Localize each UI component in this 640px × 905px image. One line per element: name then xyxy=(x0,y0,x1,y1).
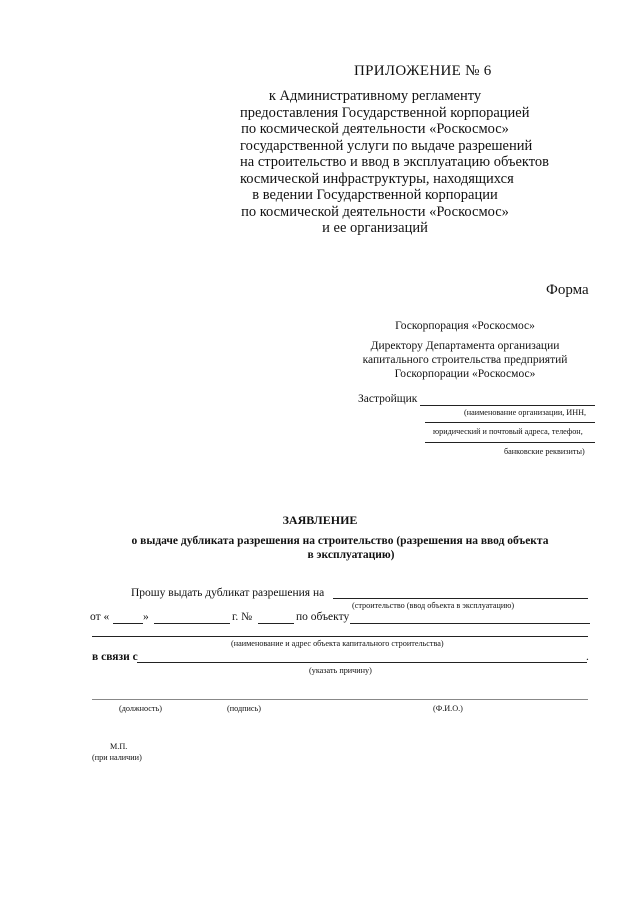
appendix-line: государственной услуги по выдаче разрешений xyxy=(240,137,533,154)
appendix-reference xyxy=(240,88,550,237)
object-field-line-2[interactable] xyxy=(92,636,588,637)
signature-hint: (подпись) xyxy=(227,704,261,713)
date-prefix: от « xyxy=(90,611,110,623)
reason-field-line[interactable] xyxy=(137,662,587,663)
reason-label: в связи с xyxy=(92,651,138,663)
date-month-field[interactable] xyxy=(154,623,230,624)
appendix-line: космической инфраструктуры, находящихся xyxy=(240,170,514,187)
appendix-line: на строительство и ввод в эксплуатацию объектов xyxy=(240,154,550,170)
developer-field-line[interactable] xyxy=(420,405,595,406)
permit-number-field[interactable] xyxy=(258,623,294,624)
date-day-field[interactable] xyxy=(113,623,143,624)
name-hint: (Ф.И.О.) xyxy=(433,704,463,713)
object-field-line[interactable] xyxy=(350,623,590,624)
recipient-line: Госкорпорации «Роскосмос» xyxy=(394,368,536,380)
appendix-line: предоставления Государственной корпорацией xyxy=(240,104,530,121)
appendix-title: ПРИЛОЖЕНИЕ № 6 xyxy=(354,63,492,79)
stamp-hint: (при наличии) xyxy=(92,753,142,762)
appendix-line: по космической деятельности «Роскосмос» xyxy=(241,121,509,137)
appendix-line: в ведении Государственной корпорации xyxy=(252,187,498,203)
position-hint: (должность) xyxy=(119,704,162,713)
signature-line[interactable] xyxy=(92,699,588,700)
request-type-hint: (строительство (ввод объекта в эксплуатацию) xyxy=(352,601,515,610)
statement-subtitle-1: о выдаче дубликата разрешения на строительство (разрешения на ввод объекта xyxy=(131,535,549,547)
developer-hint-3: банковские реквизиты) xyxy=(504,447,585,456)
developer-field-line-3[interactable] xyxy=(425,442,595,443)
recipient-block xyxy=(330,339,600,381)
date-mid: » xyxy=(143,611,149,623)
developer-hint-2: юридический и почтовый адреса, телефон, xyxy=(433,427,583,436)
request-text: Прошу выдать дубликат разрешения на xyxy=(131,587,325,599)
statement-title: ЗАЯВЛЕНИЕ xyxy=(282,513,358,527)
statement-subtitle-2: в эксплуатацию) xyxy=(307,549,395,561)
object-label: по объекту xyxy=(296,611,350,623)
stamp-label: М.П. xyxy=(110,742,128,751)
developer-field-line-2[interactable] xyxy=(425,422,595,423)
reason-end: . xyxy=(586,651,589,663)
year-number-label: г. № xyxy=(232,611,253,623)
developer-hint-1: (наименование организации, ИНН, xyxy=(464,408,587,417)
form-label: Форма xyxy=(546,282,589,298)
appendix-line: к Административному регламенту xyxy=(268,88,482,104)
appendix-line: по космической деятельности «Роскосмос» xyxy=(241,203,509,220)
object-hint: (наименование и адрес объекта капитального строительства) xyxy=(231,639,444,648)
request-type-line[interactable] xyxy=(333,598,588,599)
appendix-line: и ее организаций xyxy=(322,220,428,236)
developer-label: Застройщик xyxy=(358,393,418,405)
reason-hint: (указать причину) xyxy=(309,666,372,675)
recipient-org: Госкорпорация «Роскосмос» xyxy=(395,320,535,332)
recipient-line: капитального строительства предприятий xyxy=(362,354,568,366)
recipient-line: Директору Департамента организации xyxy=(370,340,560,352)
